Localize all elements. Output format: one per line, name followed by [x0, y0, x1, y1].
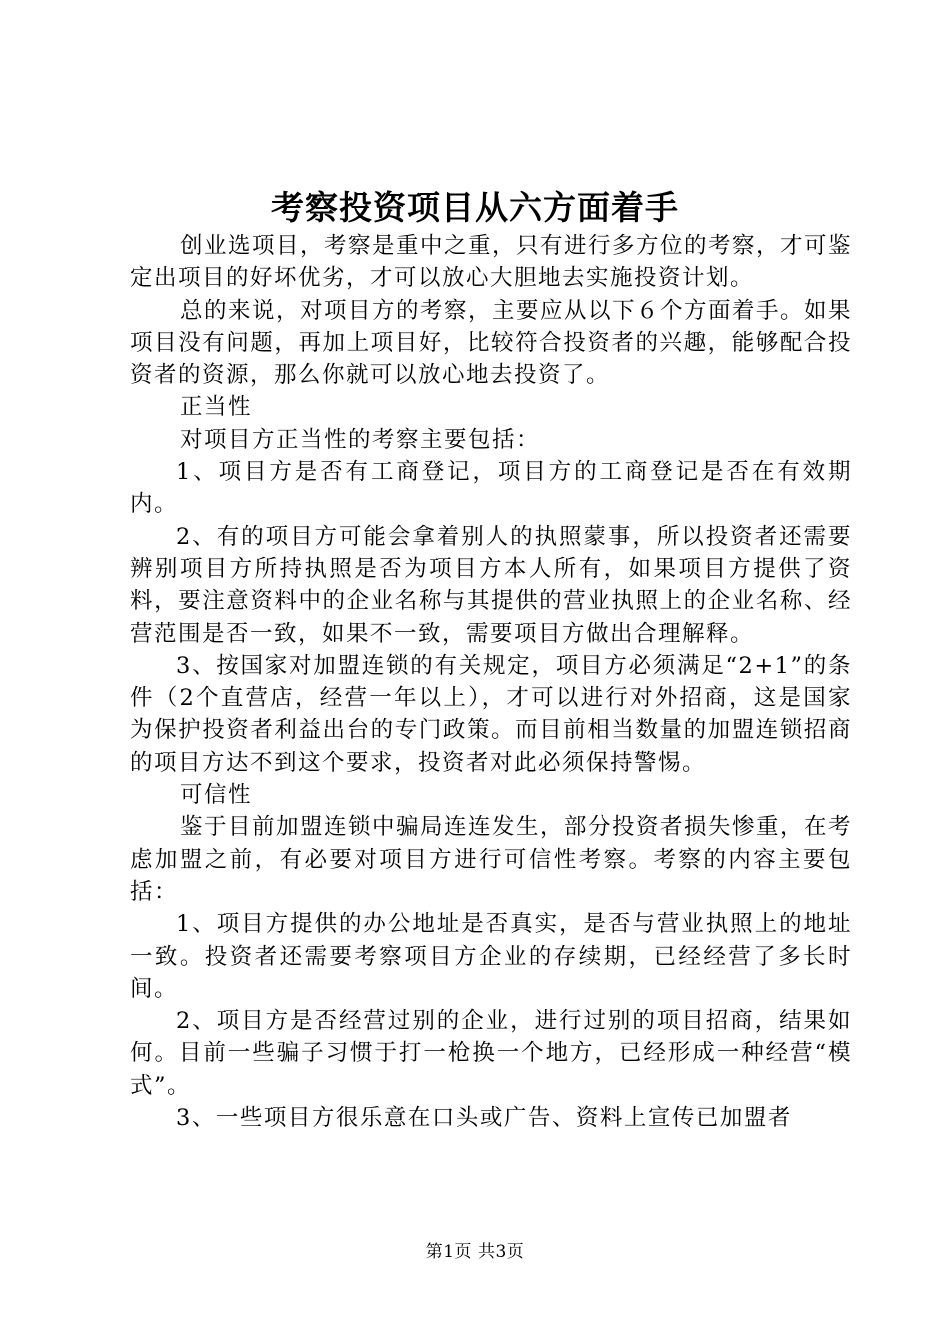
section-heading-credibility: 可信性 [180, 782, 253, 809]
section-heading-legitimacy: 正当性 [180, 394, 253, 421]
list-item-legitimacy-3: 3、按国家对加盟连锁的有关规定，项目方必须满足“2+1”的条件（2个直营店，经营一年以上），才可以进行对外招商，这是国家为保护投资者利益出台的专门政策。而目前相当数量的加盟连锁招商的项目方达不到这个要求，投资者对此必须保持警惕。 [130, 652, 852, 776]
list-item-legitimacy-1: 1、项目方是否有工商登记，项目方的工商登记是否在有效期内。 [130, 459, 852, 518]
paragraph-summary: 总的来说，对项目方的考察，主要应从以下６个方面着手。如果项目没有问题，再加上项目好，比较符合投资者的兴趣，能够配合投资者的资源，那么你就可以放心地去投资了。 [130, 297, 853, 389]
paragraph-credibility-intro: 鉴于目前加盟连锁中骗局连连发生，部分投资者损失惨重，在考虑加盟之前，有必要对项目方进行可信性考察。考察的内容主要包括： [130, 814, 853, 905]
paragraph-legitimacy-intro: 对项目方正当性的考察主要包括： [180, 426, 541, 453]
list-item-credibility-2: 2、项目方是否经营过别的企业，进行过别的项目招商，结果如何。目前一些骗子习惯于打一枪换一个地方，已经形成一种经营“模式”。 [130, 1008, 852, 1099]
document-body [130, 230, 852, 1134]
list-item-legitimacy-2: 2、有的项目方可能会拿着别人的执照蒙事，所以投资者还需要辨别项目方所持执照是否为项目方本人所有，如果项目方提供了资料，要注意资料中的企业名称与其提供的营业执照上的企业名称、经营范围是否一致，如果不一致，需要项目方做出合理解释。 [130, 523, 852, 647]
list-item-credibility-1: 1、项目方提供的办公地址是否真实，是否与营业执照上的地址一致。投资者还需要考察项目方企业的存续期，已经经营了多长时间。 [130, 911, 852, 1002]
list-item-credibility-3: 3、一些项目方很乐意在口头或广告、资料上宣传已加盟者 [176, 1105, 792, 1132]
paragraph-intro: 创业选项目，考察是重中之重，只有进行多方位的考察，才可鉴定出项目的好坏优劣，才可以放心大胆地去实施投资计划。 [130, 233, 853, 292]
page-footer: 第1页 共3页 [425, 1242, 525, 1262]
document-title: 考察投资项目从六方面着手 [271, 188, 679, 227]
